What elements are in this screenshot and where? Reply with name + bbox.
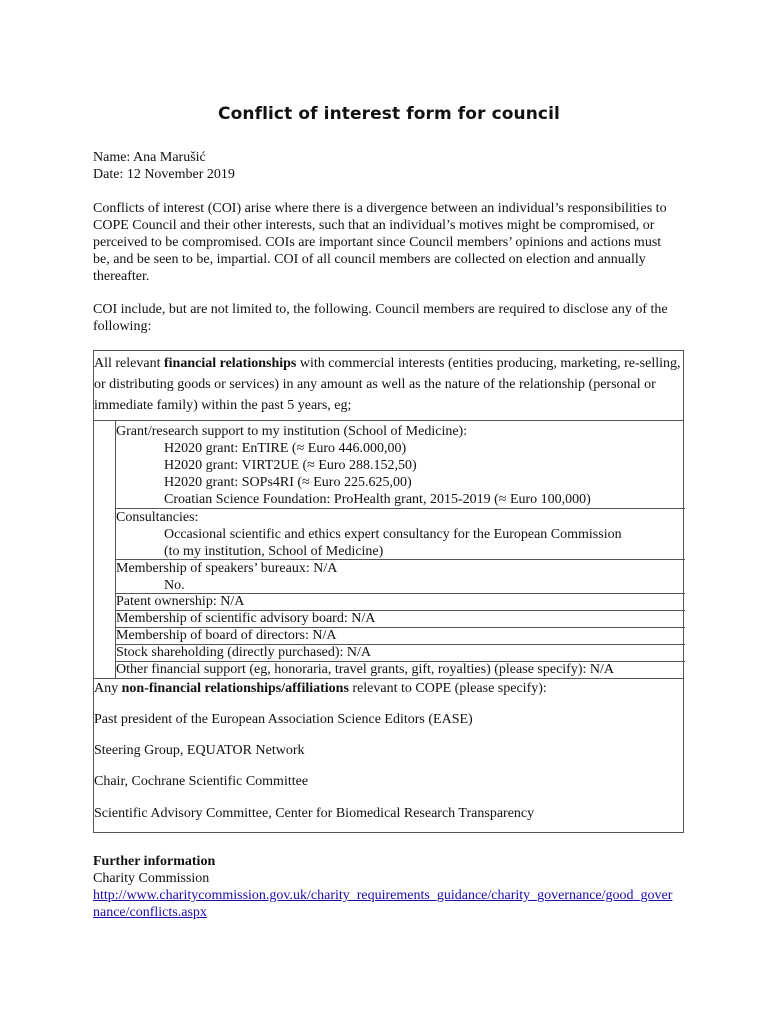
stock-row: Stock shareholding (directly purchased): N/A	[116, 645, 372, 660]
further-heading: Further information	[93, 854, 216, 869]
financial-intro-suffix: with commercial interests (entities producing, marketing, re-selling, or distributing goods or services) in any amount as well as the nature of the relationship (personal or immediate family) within the past 5 years, eg;	[94, 356, 681, 413]
consultancies-block	[116, 509, 683, 560]
financial-intro-prefix: All relevant	[94, 356, 164, 371]
directors-row: Membership of board of directors: N/A	[116, 628, 337, 643]
consultancies-heading: Consultancies:	[116, 510, 199, 525]
affiliation-item: Chair, Cochrane Scientific Committee	[94, 774, 309, 789]
speakers-block	[116, 560, 683, 594]
stock-block	[116, 644, 683, 661]
advisory-block	[116, 610, 683, 627]
affiliation-item: Past president of the European Association Science Editors (EASE)	[94, 712, 473, 727]
consultancies-line: (to my institution, School of Medicine)	[164, 544, 384, 559]
date-line: Date: 12 November 2019	[93, 167, 235, 182]
nonfinancial-suffix: relevant to COPE (please specify):	[348, 681, 547, 696]
affiliation-item: Scientific Advisory Committee, Center for Biomedical Research Transparency	[94, 806, 535, 821]
nonfinancial-divider	[94, 678, 683, 679]
meta-block	[93, 149, 235, 183]
table-divider	[94, 420, 683, 421]
grant-item: Croatian Science Foundation: ProHealth grant, 2015-2019 (≈ Euro 100,000)	[164, 492, 591, 507]
other-block	[116, 661, 683, 678]
speakers-row: Membership of speakers’ bureaux: N/A	[116, 561, 338, 576]
consultancies-line: Occasional scientific and ethics expert consultancy for the European Commission	[164, 527, 622, 542]
nonfinancial-prefix: Any	[94, 681, 122, 696]
page-title: Conflict of interest form for council	[218, 104, 560, 124]
grant-item: H2020 grant: SOPs4RI (≈ Euro 225.625,00)	[164, 475, 412, 490]
grant-heading: Grant/research support to my institution (School of Medicine):	[116, 424, 468, 439]
coi-table	[93, 350, 684, 833]
affiliation-item: Steering Group, EQUATOR Network	[94, 743, 305, 758]
financial-intro	[94, 351, 683, 416]
name-line: Name: Ana Marušić	[93, 150, 206, 165]
coi-include-paragraph: COI include, but are not limited to, the following. Council members are required to disclose any of the following:	[93, 302, 668, 334]
nonfinancial-heading	[94, 680, 547, 697]
directors-block	[116, 627, 683, 644]
patent-row: Patent ownership: N/A	[116, 594, 245, 609]
financial-intro-bold: financial relationships	[163, 356, 297, 371]
coi-definition-paragraph: Conflicts of interest (COI) arise where there is a divergence between an individual’s responsibilities to COPE Council and their other interests, such that an individual’s motives might be compromised, or perceived to be compromised. COIs are important since Council members’ opinions and actions must be, and be seen to be, impartial. COI of all council members are collected on election and annually thereafter.	[93, 201, 667, 284]
other-row: Other financial support (eg, honoraria, travel grants, gift, royalties) (please specify): N/A	[116, 662, 614, 677]
nonfinancial-bold: non-financial relationships/affiliations	[121, 681, 349, 696]
further-org: Charity Commission	[93, 871, 210, 886]
grant-item: H2020 grant: VIRT2UE (≈ Euro 288.152,50)	[164, 458, 417, 473]
further-information	[93, 853, 678, 921]
grant-block	[116, 423, 683, 508]
grant-item: H2020 grant: EnTIRE (≈ Euro 446.000,00)	[164, 441, 407, 456]
speakers-answer: No.	[164, 578, 185, 593]
patent-block	[116, 593, 683, 610]
charity-commission-link[interactable]: http://www.charitycommission.gov.uk/charity_requirements_guidance/charity_governance/good_governance/conflicts.aspx	[93, 888, 673, 920]
advisory-row: Membership of scientific advisory board: N/A	[116, 611, 376, 626]
